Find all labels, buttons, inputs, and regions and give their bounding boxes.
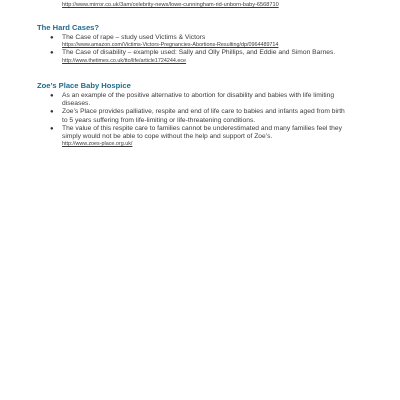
mirror-article-link[interactable]: http://www.mirror.co.uk/3am/celebrity-news/lowe-cunningham-rid-unborn-baby-6568710 <box>62 2 279 8</box>
bullet-icon: ● <box>50 50 54 57</box>
list-item <box>37 92 347 108</box>
list-item <box>37 49 347 57</box>
bullet-icon: ● <box>50 109 54 116</box>
bullet-icon: ● <box>50 125 54 132</box>
disability-case-text: The Case of disability – example used: Sally and Olly Phillips, and Eddie and Simon Barnes. <box>62 49 336 57</box>
bullet-icon: ● <box>50 35 54 41</box>
list-item <box>37 108 347 124</box>
zoes-place-heading: Zoe’s Place Baby Hospice <box>37 81 131 90</box>
hard-cases-section <box>37 23 347 65</box>
thetimes-link-text[interactable]: http://www.thetimes.co.uk/tto/life/article1724244.ece <box>62 58 187 65</box>
list-item <box>37 34 347 49</box>
positive-alternative-text: As an example of the positive alternative to abortion for disability and babies with life limiting diseases. <box>62 92 335 108</box>
rape-case-text: The Case of rape – study used Victims & Victors <box>62 34 206 41</box>
amazon-victims-link[interactable]: https://www.amazon.com/Victims-Victors-Pregnancies-Abortions-Resulting/dp/0964489714 <box>62 42 279 49</box>
bullet-icon: ● <box>50 93 54 99</box>
hard-cases-list <box>37 34 347 57</box>
list-item <box>37 125 347 148</box>
palliative-care-text: Zoe’s Place provides palliative, respite and end of life care to babies and infants aged from birth to 5 years suffering from life-limiting or life-threatening conditions. <box>62 108 345 124</box>
zoes-place-list <box>37 92 347 148</box>
hard-cases-heading: The Hard Cases? <box>37 23 100 32</box>
zoes-place-link[interactable]: http://www.zoes-place.org.uk/ <box>62 141 133 148</box>
thetimes-article-link[interactable] <box>37 57 347 65</box>
respite-value-text: The value of this respite care to families cannot be underestimated and many families feel they simply would not be able to cope without the help and support of Zoe’s. <box>62 124 342 141</box>
zoes-place-section <box>37 81 347 148</box>
